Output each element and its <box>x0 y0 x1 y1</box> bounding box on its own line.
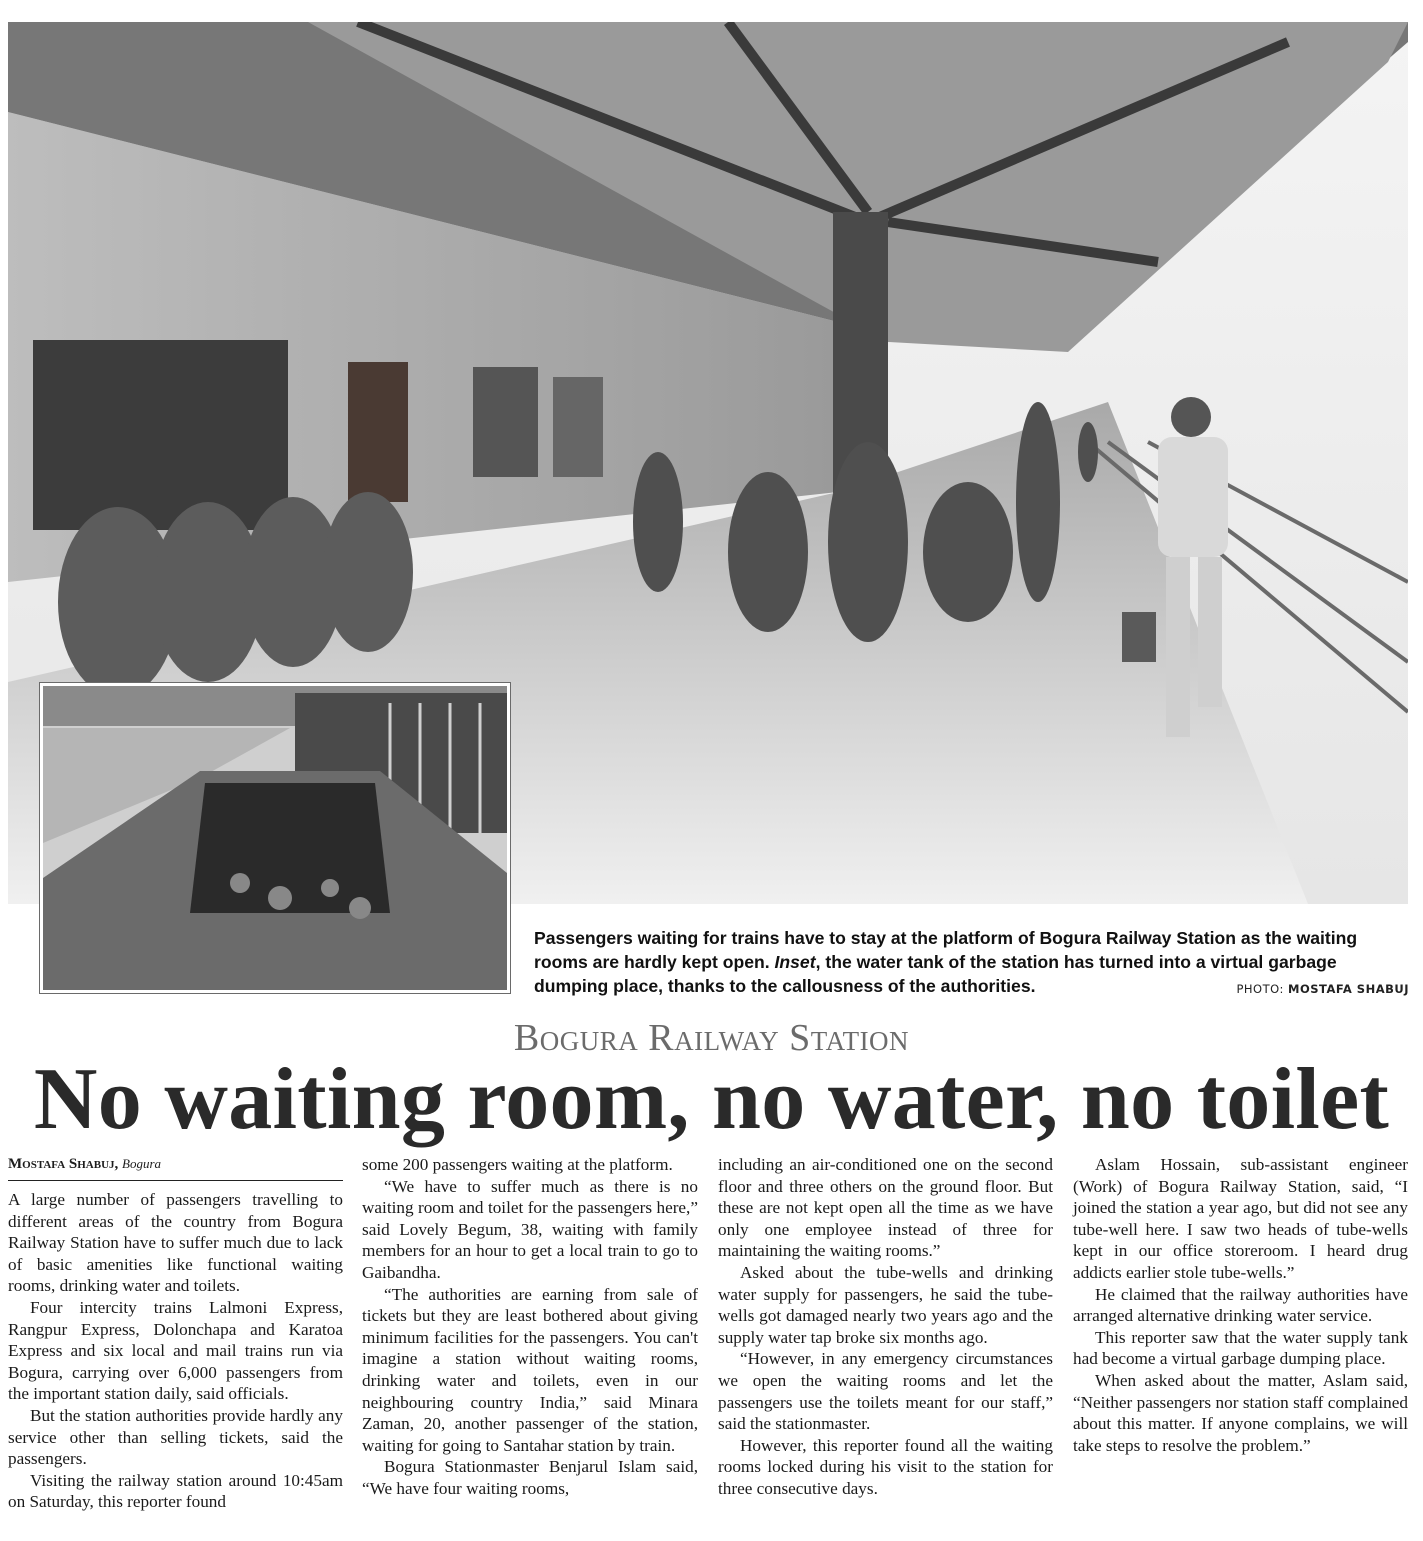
paragraph: Visiting the railway station around 10:45am on Saturday, this reporter found <box>8 1470 343 1512</box>
byline-location: Bogura <box>122 1156 162 1171</box>
article-column-3 <box>718 1154 1053 1500</box>
paragraph: “However, in any emergency circumstances we open the waiting rooms and let the passengers use the toilets meant for our staff,” said the stationmaster. <box>718 1349 1053 1434</box>
paragraph: some 200 passengers waiting at the platform. <box>362 1155 673 1174</box>
caption-text-part1: Passengers waiting for trains have to stay at the platform of Bogura Railway Station as the waiting rooms are hardly kept open. <box>534 928 1358 972</box>
paragraph: When asked about the matter, Aslam said, “Neither passengers nor station staff complained about this matter. If anyone complains, we will take steps to resolve the problem.” <box>1073 1370 1408 1455</box>
caption-text-part2: , the water tank of the station has turned into a virtual garbage dumping place, thanks to the callousness of the authorities. <box>534 952 1337 996</box>
byline-rule <box>8 1180 343 1181</box>
paragraph: A large number of passengers travelling to different areas of the country from Bogura Railway Station have to suffer much due to lack of basic amenities like functional waiting rooms, drinking water and toilets. <box>8 1190 343 1296</box>
paragraph: This reporter saw that the water supply tank had become a virtual garbage dumping place. <box>1073 1327 1408 1369</box>
byline-name: Mostafa Shabuj, <box>8 1156 119 1172</box>
paragraph: including an air-conditioned one on the second floor and three others on the ground floor. But these are not kept open all the time as we have only one employee instead of three for maintaining the waiting rooms.” <box>718 1155 1053 1261</box>
inset-photo <box>40 683 510 993</box>
paragraph: Aslam Hossain, sub-assistant engineer (Work) of Bogura Railway Station, said, “I joined the station a year ago, but did not see any tube-well here. I saw two heads of tube-wells kept in our office storeroom. I heard drug addicts earlier stole tube-wells.” <box>1073 1155 1408 1282</box>
paragraph: He claimed that the railway authorities have arranged alternative drinking water service. <box>1073 1284 1408 1326</box>
article-column-4 <box>1073 1154 1408 1456</box>
headline: No waiting room, no water, no toilet <box>33 1051 1390 1148</box>
paragraph: Bogura Stationmaster Benjarul Islam said, “We have four waiting rooms, <box>362 1457 698 1498</box>
kicker: Bogura Railway Station <box>513 1017 910 1059</box>
paragraph: “We have to suffer much as there is no waiting room and toilet for the passengers here,” said Lovely Begum, 38, waiting with family members for an hour to get a local train to go to Gaibandha. <box>362 1176 698 1282</box>
byline <box>8 1156 161 1173</box>
photo-credit-name: MOSTAFA SHABUJ <box>1288 982 1409 996</box>
paragraph: Four intercity trains Lalmoni Express, Rangpur Express, Dolonchapa and Karatoa Express and six local and mail trains run via Bogura, carrying over 6,000 passengers from the important station daily, said officials. <box>8 1297 343 1404</box>
article-column-1 <box>8 1189 343 1513</box>
paragraph: “The authorities are earning from sale of tickets but they are least bothered about giving minimum facilities for the passengers. You can't imagine a station without waiting rooms, drinking water and toilets, even in our neighbouring country India,” said Minara Zaman, 20, another passenger of the station, waiting for going to Santahar station by train. <box>362 1284 698 1455</box>
article-column-2 <box>362 1154 698 1500</box>
caption-inset-word: Inset <box>774 952 816 972</box>
photo-credit <box>1236 982 1409 996</box>
photo-credit-label: PHOTO: <box>1236 982 1289 996</box>
paragraph: However, this reporter found all the waiting rooms locked during his visit to the station for three consecutive days. <box>718 1435 1053 1498</box>
paragraph: But the station authorities provide hardly any service other than selling tickets, said the passengers. <box>8 1405 343 1469</box>
paragraph: Asked about the tube-wells and drinking water supply for passengers, he said the tube-wells got damaged nearly two years ago and the supply water tap broke six months ago. <box>718 1262 1053 1347</box>
